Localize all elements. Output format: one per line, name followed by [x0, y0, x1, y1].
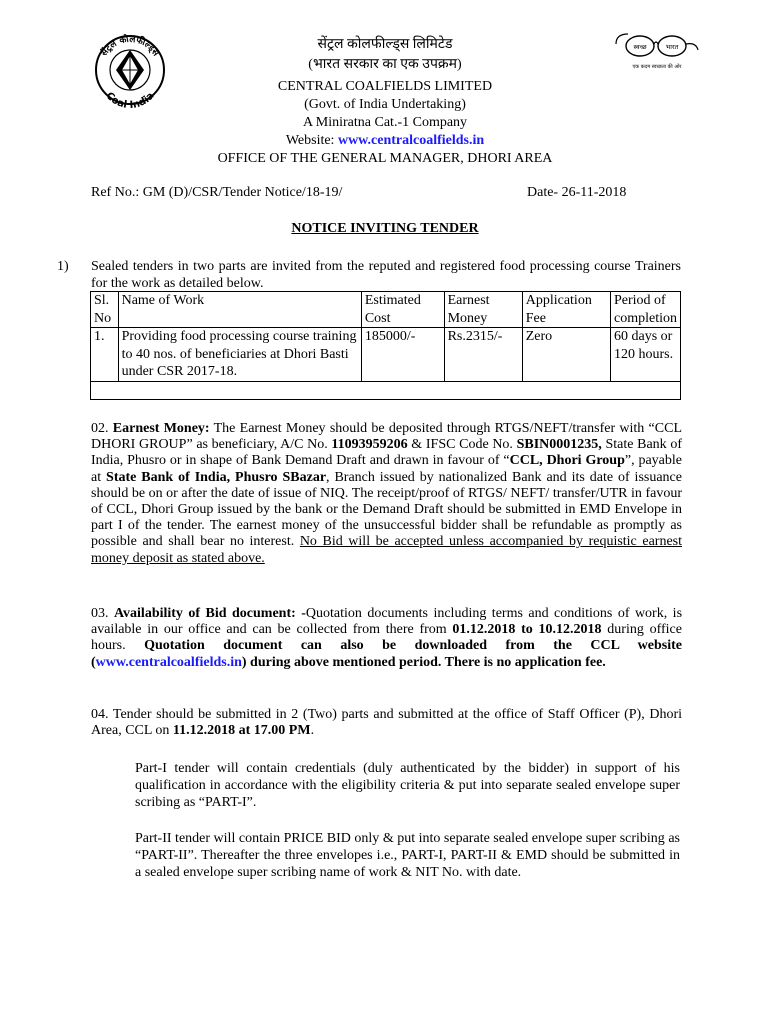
notice-title: NOTICE INVITING TENDER: [291, 221, 479, 236]
para3-text: during office hours.: [91, 622, 682, 654]
logo-swachh-text: स्वच्छ: [633, 43, 647, 51]
download-note-end: ) during above mentioned period. There is no application fee.: [241, 654, 606, 670]
reference-number: Ref No.: GM (D)/CSR/Tender Notice/18-19/: [91, 185, 343, 200]
para2-text: & IFSC Code No.: [407, 437, 517, 453]
office-name: OFFICE OF THE GENERAL MANAGER, DHORI AREA: [217, 151, 553, 166]
ifsc-code: SBIN0001235,: [516, 437, 602, 453]
website-label: Website:: [285, 133, 338, 148]
table-row: [91, 328, 681, 382]
logo-hindi-text: सेंट्रल कोलफील्ड्स: [99, 34, 161, 59]
hindi-subtitle: (भारत सरकार का एक उपक्रम): [308, 57, 462, 72]
table-cell-work: Providing food processing course training to 40 nos. of beneficiaries at Dhori Basti under CSR 2017-18.: [118, 328, 361, 382]
para3-text: Quotation documents including terms and conditions of work, is available in our office and can be collected from there from: [91, 606, 683, 638]
table-cell-period: 60 days or 120 hours.: [610, 328, 680, 382]
para4-text: Tender should be submitted in 2 (Two) parts and submitted at the office of Staff Officer (P), Dhori Area, CCL on: [91, 707, 683, 739]
logo-caption-text: एक कदम स्वच्छता की ओर: [632, 64, 682, 70]
table-cell-emd: Rs.2315/-: [444, 328, 522, 382]
account-number: 11093959206: [331, 437, 408, 453]
table-header: Period of completion: [610, 292, 680, 328]
bank-name: State Bank of India, Phusro SBazar: [106, 469, 327, 485]
para3-number: 03.: [91, 606, 114, 621]
website-line: [0, 132, 770, 150]
notice-date: Date- 26-11-2018: [527, 185, 627, 200]
para2-heading: Earnest Money:: [112, 421, 210, 436]
logo-bharat-text: भारत: [665, 43, 679, 51]
para-submission: [91, 707, 682, 739]
para3-heading: Availability of Bid document: -: [113, 606, 306, 621]
para1-number: 1): [57, 259, 69, 274]
para1-text: Sealed tenders in two parts are invited from the reputed and registered food processing course Trainers for the work as detailed below.: [91, 259, 681, 291]
favour-name: CCL, Dhori Group: [509, 453, 625, 469]
company-category: A Miniratna Cat.-1 Company: [302, 115, 468, 130]
logo-coal-india-text: Coal India: [103, 90, 157, 108]
emd-condition: No Bid will be accepted unless accompanied by requistic earnest money deposit as stated above.: [91, 534, 682, 566]
hindi-company-name: सेंट्रल कोलफील्ड्स लिमिटेड: [317, 37, 453, 52]
table-cell-fee: Zero: [522, 328, 610, 382]
para2-number: 02.: [91, 421, 113, 436]
ccl-website-link[interactable]: www.centralcoalfields.in: [95, 654, 242, 670]
para2-text: State Bank of India, Phusro or in shape of Bank Demand Draft and drawn in favour of “: [91, 437, 683, 469]
para2-text: , Branch issued by nationalized Bank and its date of issuance should be on or after the date of issue of NIQ. The receipt/proof of RTGS/ NEFT/ transfer/UTR in favour of CCL, Dhori Group issued by the bank or the Demand Draft should be submitted in EMD Envelope in part I of the tender. The earnest money of the unsuccessful bidder shall be refundable as promptly as possible and shall bear no interest.: [91, 469, 682, 550]
govt-undertaking: (Govt. of India Undertaking): [304, 97, 466, 112]
table-header-row: [91, 292, 681, 328]
table-header: Earnest Money: [444, 292, 522, 328]
table-cell-sl: 1.: [91, 328, 119, 382]
para2-text: The Earnest Money should be deposited through RTGS/NEFT/transfer with “CCL DHORI GROUP” as beneficiary, A/C No.: [91, 421, 682, 453]
submission-deadline: 11.12.2018 at 17.00 PM: [172, 723, 311, 739]
table-header: Estimated Cost: [361, 292, 444, 328]
para-earnest-money: [91, 421, 682, 567]
para2-text: ”, payable at: [91, 453, 683, 485]
download-note: Quotation document can also be downloaded from the CCL website (: [91, 638, 682, 670]
company-name: CENTRAL COALFIELDS LIMITED: [277, 79, 493, 94]
tender-table: [90, 291, 681, 400]
table-empty-row: [91, 381, 681, 399]
table-header: Sl. No: [91, 292, 119, 328]
table-empty-cell: [91, 381, 681, 399]
para4-text: .: [310, 723, 315, 739]
website-link[interactable]: www.centralcoalfields.in: [337, 133, 485, 148]
part2-description: Part-II tender will contain PRICE BID only & put into separate sealed envelope super scribing as “PART-II”. Thereafter the three envelopes i.e., PART-I, PART-II & EMD should be submitted in a sealed envelope super scribing name of work & NIT No. with date.: [135, 831, 680, 881]
table-cell-cost: 185000/-: [361, 328, 444, 382]
table-header: Name of Work: [118, 292, 361, 328]
availability-dates: 01.12.2018 to 10.12.2018: [452, 622, 602, 638]
para4-number: 04.: [91, 707, 113, 722]
para-bid-document: [91, 606, 682, 671]
table-header: Application Fee: [522, 292, 610, 328]
part1-description: Part-I tender will contain credentials (duly authenticated by the bidder) in support of his qualification in accordance with the eligibility criteria & put into separate sealed envelope super scribing as “PART-I”.: [135, 761, 680, 811]
